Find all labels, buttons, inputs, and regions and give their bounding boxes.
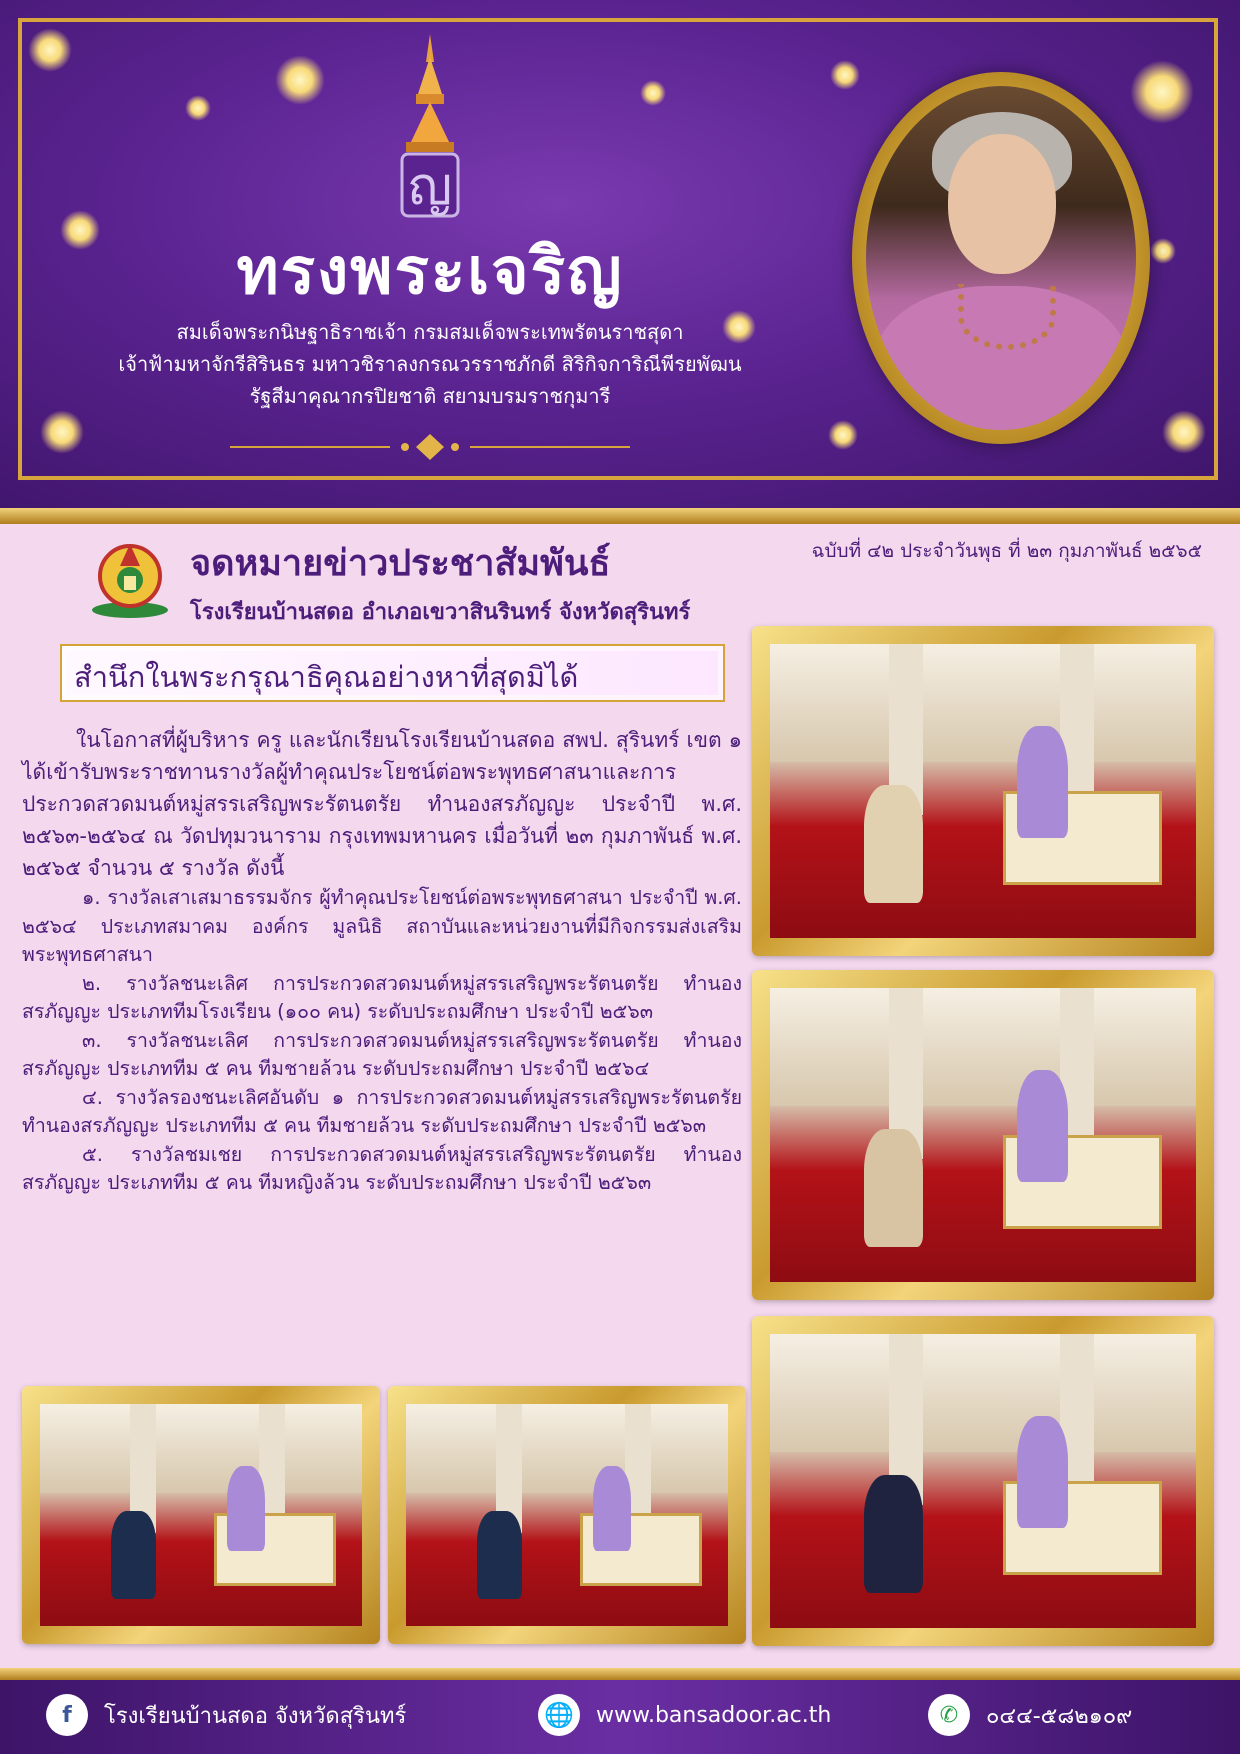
bokeh-light xyxy=(275,55,325,105)
royal-emblem xyxy=(380,32,480,222)
article-heading: สำนึกในพระกรุณาธิคุณอย่างหาที่สุดมิได้ xyxy=(74,660,579,694)
page-title: ทรงพระเจริญ xyxy=(236,235,624,309)
footer-gold-band xyxy=(0,1668,1240,1680)
school-name: โรงเรียนบ้านสดอ อำเภอเขวาสินรินทร์ จังหวัดสุรินทร์ xyxy=(190,600,691,625)
royal-portrait-photo xyxy=(866,86,1136,430)
article-intro: ในโอกาสที่ผู้บริหาร ครู และนักเรียนโรงเรียนบ้านสดอ สพป. สุรินทร์ เขต ๑ ได้เข้ารับพระราชทานรางวัลผู้ทำคุณประโยชน์ต่อพระพุทธศาสนาและการประกวดสวดมนต์หมู่สรรเสริญพระรัตนตรัย ทำนองสรภัญญะ ประจำปี พ.ศ. ๒๕๖๓-๒๕๖๔ ณ วัดปทุมวนาราม กรุงเทพมหานคร เมื่อวันที่ ๒๓ กุมภาพันธ์ พ.ศ. ๒๕๖๕ จำนวน ๕ รางวัล ดังนี้ xyxy=(22,728,742,880)
phone-link[interactable] xyxy=(928,1694,1132,1736)
bokeh-light xyxy=(40,410,84,454)
globe-icon: 🌐 xyxy=(538,1694,580,1736)
bokeh-light xyxy=(830,60,860,90)
whatsapp-phone-icon: ✆ xyxy=(928,1694,970,1736)
issue-date: ฉบับที่ ๔๒ ประจำวันพุธ ที่ ๒๓ กุมภาพันธ์ ๒๕๖๕ xyxy=(811,540,1202,562)
facebook-link[interactable] xyxy=(46,1694,406,1736)
phone-number[interactable]: ๐๔๔-๕๘๒๑๐๙ xyxy=(986,1703,1133,1729)
emblem-letter: ญ xyxy=(407,157,453,217)
award-item-5: ๕. รางวัลชมเชย การประกวดสวดมนต์หมู่สรรเสริญพระรัตนตรัย ทำนองสรภัญญะ ประเภททีม ๕ คน ทีมหญิงล้วน ระดับประถมศึกษา ประจำปี ๒๕๖๓ xyxy=(22,1142,742,1194)
event-photo-5 xyxy=(388,1386,746,1644)
award-item-2: ๒. รางวัลชนะเลิศ การประกวดสวดมนต์หมู่สรรเสริญพระรัตนตรัย ทำนองสรภัญญะ ประเภททีมโรงเรียน (๑๐๐ คน) ระดับประถมศึกษา ประจำปี ๒๕๖๓ xyxy=(22,971,742,1023)
royal-title-line-2: เจ้าฟ้ามหาจักรีสิรินธร มหาวชิราลงกรณวรราชภักดี สิริกิจการิณีพีรยพัฒน xyxy=(118,352,742,376)
school-logo xyxy=(88,536,172,620)
newsletter-title: จดหมายข่าวประชาสัมพันธ์ xyxy=(190,543,611,584)
award-item-1: ๑. รางวัลเสาเสมาธรรมจักร ผู้ทำคุณประโยชน์ต่อพระพุทธศาสนา ประจำปี พ.ศ. ๒๕๖๔ ประเภทสมาคม องค์กร มูลนิธิ สถาบันและหน่วยงานที่มีกิจกรรมส่งเสริมพระพุทธศาสนา xyxy=(22,886,742,966)
royal-title-line-3: รัฐสีมาคุณากรปิยชาติ สยามบรมราชกุมารี xyxy=(249,384,611,408)
bokeh-light xyxy=(1150,238,1176,264)
website-link[interactable] xyxy=(538,1694,831,1736)
event-photo-2 xyxy=(752,970,1214,1300)
bokeh-light xyxy=(185,95,211,121)
facebook-page-name[interactable]: โรงเรียนบ้านสดอ จังหวัดสุรินทร์ xyxy=(104,1703,407,1729)
event-photo-3 xyxy=(752,1316,1214,1646)
award-item-4: ๔. รางวัลรองชนะเลิศอันดับ ๑ การประกวดสวดมนต์หมู่สรรเสริญพระรัตนตรัย ทำนองสรภัญญะ ประเภททีม ๕ คน ทีมชายล้วน ระดับประถมศึกษา ประจำปี ๒๕๖๓ xyxy=(22,1085,742,1137)
royal-title-line-1: สมเด็จพระกนิษฐาธิราชเจ้า กรมสมเด็จพระเทพรัตนราชสุดา xyxy=(176,320,684,344)
article-heading-box xyxy=(60,644,725,702)
award-item-3: ๓. รางวัลชนะเลิศ การประกวดสวดมนต์หมู่สรรเสริญพระรัตนตรัย ทำนองสรภัญญะ ประเภททีม ๕ คน ทีมชายล้วน ระดับประถมศึกษา ประจำปี ๒๕๖๔ xyxy=(22,1028,742,1080)
facebook-icon: f xyxy=(46,1694,88,1736)
bokeh-light xyxy=(828,420,858,450)
website-url[interactable]: www.bansadoor.ac.th xyxy=(596,1702,832,1728)
royal-portrait-frame xyxy=(852,72,1150,444)
header-banner xyxy=(0,0,1240,508)
divider-ornament xyxy=(230,432,630,462)
bokeh-light xyxy=(28,28,72,72)
bokeh-light xyxy=(1130,60,1194,124)
article-body xyxy=(22,724,742,1198)
bokeh-light xyxy=(640,80,666,106)
gold-divider-band xyxy=(0,508,1240,524)
event-photo-1 xyxy=(752,626,1214,956)
footer-bar xyxy=(0,1680,1240,1754)
event-photo-4 xyxy=(22,1386,380,1644)
bokeh-light xyxy=(1162,410,1206,454)
